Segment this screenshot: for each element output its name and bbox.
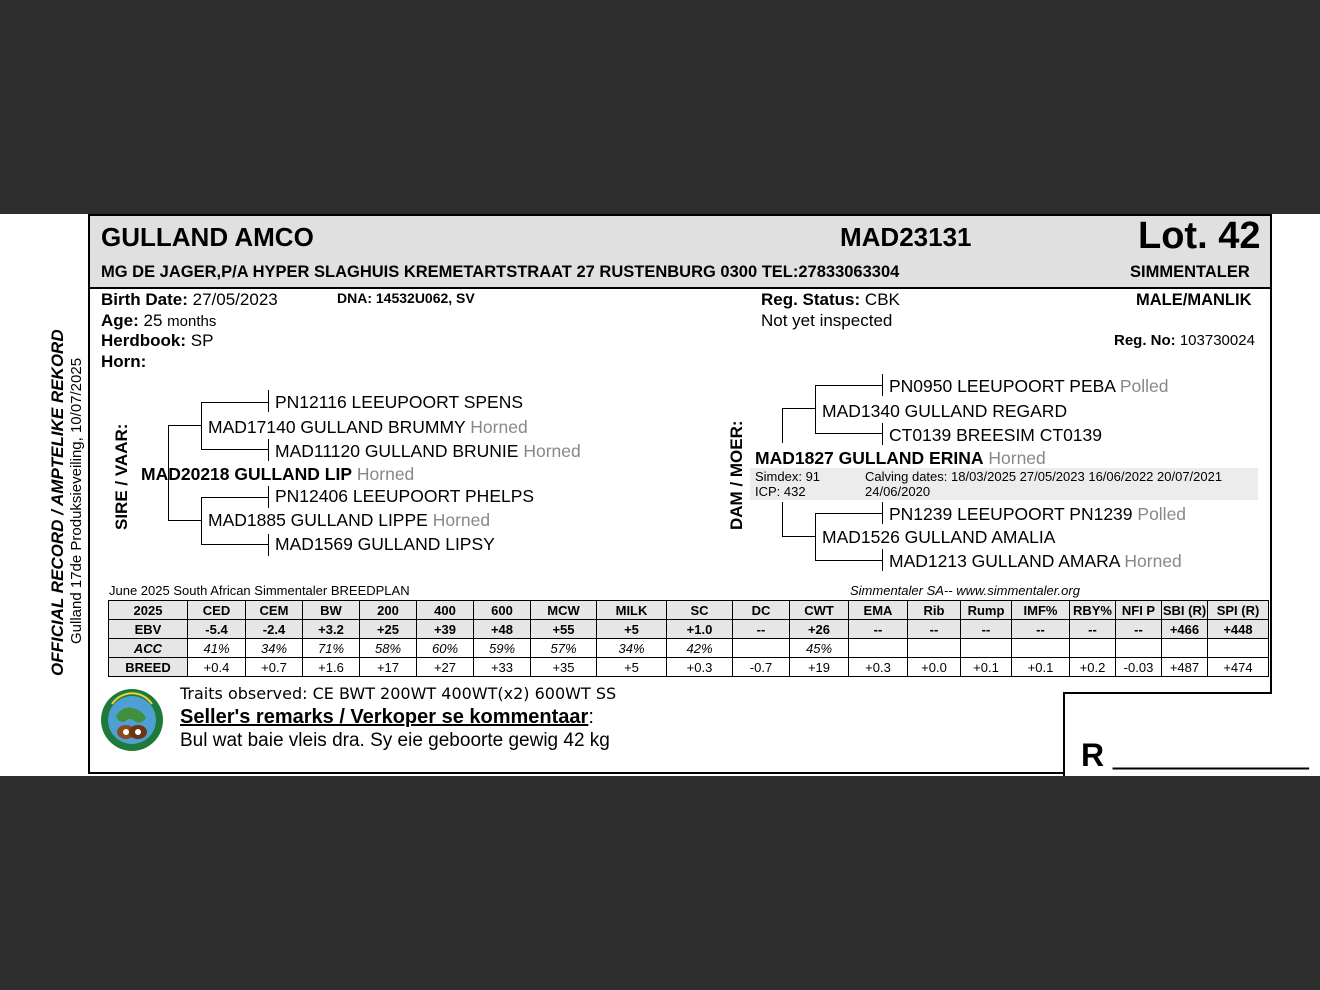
age-unit: months [167, 313, 217, 330]
official-record-label: OFFICIAL RECORD / AMPTELIKE REKORD [48, 329, 67, 676]
remarks-title [180, 706, 594, 729]
reg-no [1114, 332, 1255, 349]
reg-no-value: 103730024 [1179, 332, 1255, 349]
pedigree-name: MAD1569 GULLAND LIPSY [275, 534, 495, 554]
ebv-cell: CEM [246, 601, 303, 620]
ebv-cell: -- [908, 620, 961, 639]
dam-dam-sire [889, 504, 1186, 525]
ebv-cell [1070, 639, 1116, 658]
sire-sire [208, 417, 528, 438]
herdbook-value: SP [190, 331, 214, 350]
ebv-cell: -- [961, 620, 1012, 639]
lot-card-page [0, 214, 1320, 776]
dam-line [782, 536, 816, 537]
ebv-cell: Rump [961, 601, 1012, 620]
lot-number: Lot. 42 [1138, 215, 1261, 257]
ebv-cell: 58% [360, 639, 417, 658]
horn-status: Horned [988, 448, 1046, 468]
breedplan-caption: June 2025 South African Simmentaler BREEDPLAN [109, 583, 410, 598]
ebv-cell: 34% [597, 639, 667, 658]
ebv-cell: SBI (R) [1162, 602, 1207, 618]
pedigree-name: MAD1885 GULLAND LIPPE [208, 510, 428, 530]
breed-name: SIMMENTALER [1130, 263, 1250, 281]
ebv-cell: -- [1070, 620, 1116, 639]
dam-line [815, 513, 883, 514]
ebv-cell: +474 [1208, 658, 1269, 677]
ebv-cell [733, 639, 790, 658]
ebv-cell: RBY% [1070, 601, 1116, 620]
sire [141, 464, 414, 485]
icp: ICP: 432 [755, 484, 806, 499]
dam-name: MAD1827 GULLAND ERINA [755, 448, 984, 468]
traits-observed: Traits observed: CE BWT 200WT 400WT(x2) 600WT SS [180, 684, 617, 703]
ebv-cell: 71% [303, 639, 360, 658]
remarks-colon: : [588, 706, 594, 728]
ebv-cell [908, 639, 961, 658]
ebv-cell: +0.4 [188, 658, 246, 677]
ebv-row-label: BREED [109, 658, 188, 677]
owner-address: MG DE JAGER,P/A HYPER SLAGHUIS KREMETARTSTRAAT 27 RUSTENBURG 0300 TEL:27833063304 [101, 263, 900, 281]
ebv-cell: +26 [790, 620, 849, 639]
sire-line [268, 534, 269, 556]
horn-status: Horned [1124, 551, 1182, 571]
pedigree-name: PN0950 LEEUPOORT PEBA [889, 376, 1115, 396]
ebv-cell: MILK [597, 601, 667, 620]
ebv-cell: +25 [360, 620, 417, 639]
ebv-cell: +17 [360, 658, 417, 677]
dam-line [815, 385, 816, 433]
simdex: Simdex: 91 [755, 469, 821, 484]
dam-sire [822, 401, 1067, 422]
horn-status: Polled [1137, 504, 1187, 524]
horn-status: Horned [523, 441, 581, 461]
sire-line [268, 439, 269, 461]
sire-line [201, 449, 269, 450]
sire-dam-dam [275, 534, 495, 555]
dna-info: DNA: 14532U062, SV [337, 290, 475, 306]
pedigree-name: MAD1340 GULLAND REGARD [822, 401, 1068, 421]
sire-line [168, 520, 202, 521]
reg-status [761, 290, 900, 310]
herdbook [101, 331, 213, 351]
ebv-cell: +48 [474, 620, 531, 639]
sire-label: SIRE / VAAR: [112, 423, 131, 530]
ebv-cell: 57% [531, 639, 597, 658]
dam-line [782, 408, 816, 409]
dam-dam-dam [889, 551, 1182, 572]
sire-line [268, 486, 269, 508]
dam-line [882, 549, 883, 571]
ebv-breed-average-row [109, 658, 1269, 677]
breedplan-website: Simmentaler SA-- www.simmentaler.org [850, 583, 1080, 598]
horn-status: Horned [470, 417, 528, 437]
ebv-cell [1208, 639, 1269, 658]
ebv-cell: 60% [417, 639, 474, 658]
ebv-cell: -0.03 [1116, 658, 1162, 677]
pedigree-name: PN12116 LEEUPOORT SPENS [275, 392, 524, 412]
pedigree-name: MAD1526 GULLAND AMALIA [822, 527, 1056, 547]
ebv-cell: -- [733, 620, 790, 639]
ebv-cell: 600 [474, 601, 531, 620]
ebv-cell: CWT [790, 601, 849, 620]
animal-id: MAD23131 [840, 222, 972, 252]
horn-status: Horned [356, 464, 415, 484]
ebv-cell: IMF% [1012, 601, 1070, 620]
sire-line [201, 544, 269, 545]
sire-line [201, 497, 202, 544]
ebv-cell: -2.4 [246, 620, 303, 639]
ebv-cell: +0.1 [1012, 658, 1070, 677]
ebv-cell: +466 [1162, 620, 1208, 639]
ebv-cell [1116, 639, 1162, 658]
ebv-row-label: 2025 [109, 601, 188, 620]
dam-label: DAM / MOER: [727, 420, 746, 530]
ebv-cell: +0.3 [667, 658, 733, 677]
ebv-cell: 42% [667, 639, 733, 658]
ebv-cell: +1.0 [667, 620, 733, 639]
dam-line [815, 385, 883, 386]
ebv-cell: +39 [417, 620, 474, 639]
ebv-cell: +3.2 [303, 620, 360, 639]
ebv-cell: +5 [597, 658, 667, 677]
birth-date-label: Birth Date: [101, 290, 188, 309]
dam-line [782, 502, 783, 537]
dam-sire-sire [889, 376, 1169, 397]
dam-line [815, 560, 883, 561]
remarks-title-text: Seller's remarks / Verkoper se kommentaar [180, 706, 589, 728]
ebv-cell [849, 639, 908, 658]
dam-line [815, 433, 883, 434]
sire-sire-dam [275, 441, 581, 462]
ebv-cell: DC [733, 601, 790, 620]
ebv-table [108, 600, 1269, 677]
sire-dam-sire [275, 486, 534, 507]
horn-status: Horned [432, 510, 491, 530]
ebv-cell: NFI P [1116, 601, 1162, 620]
ebv-cell: -- [1012, 620, 1070, 639]
signature-box[interactable] [1063, 692, 1309, 776]
ebv-cell: -5.4 [188, 620, 246, 639]
ebv-row-label: ACC [109, 639, 188, 658]
age-label: Age: [101, 311, 139, 330]
animal-name: GULLAND AMCO [101, 222, 314, 252]
horn-label: Horn: [101, 352, 147, 371]
ebv-cell: Rib [908, 601, 961, 620]
ebv-cell: +33 [474, 658, 531, 677]
ebv-cell: 45% [790, 639, 849, 658]
ebv-cell [1012, 639, 1070, 658]
ebv-cell: +19 [790, 658, 849, 677]
sire-dam [208, 510, 490, 531]
dam-line [815, 513, 816, 561]
ebv-cell: +1.6 [303, 658, 360, 677]
ebv-cell [961, 639, 1012, 658]
ebv-cell: +448 [1208, 620, 1269, 639]
ebv-cell: +0.2 [1070, 658, 1116, 677]
sire-line [201, 497, 269, 498]
reg-status-value: CBK [864, 290, 900, 309]
ebv-cell: SPI (R) [1208, 601, 1269, 620]
ebv-accuracy-row [109, 639, 1269, 658]
birth-date [101, 290, 278, 310]
dam-line [882, 374, 883, 396]
ebv-cell: CED [188, 601, 246, 620]
ebv-cell: +0.7 [246, 658, 303, 677]
calving-dates: Calving dates: 18/03/2025 27/05/2023 16/06/2022 20/07/2021 [865, 469, 1223, 484]
sire-line [268, 390, 269, 412]
age [101, 311, 216, 331]
sire-line [201, 402, 269, 403]
ebv-cell: 59% [474, 639, 531, 658]
pedigree-name: MAD11120 GULLAND BRUNIE [275, 441, 519, 461]
ebv-cell: +0.1 [961, 658, 1012, 677]
pedigree-name: PN1239 LEEUPOORT PN1239 [889, 504, 1133, 524]
ebv-cell: 200 [360, 601, 417, 620]
ebv-cell: -- [849, 620, 908, 639]
sire-line [168, 425, 202, 426]
dam-line [782, 408, 783, 443]
ebv-cell: +0.3 [849, 658, 908, 677]
ebv-cell: 34% [246, 639, 303, 658]
sire-line [201, 402, 202, 449]
ebv-cell: +5 [597, 620, 667, 639]
remarks-text: Bul wat baie vleis dra. Sy eie geboorte gewig 42 kg [180, 730, 610, 751]
ebv-cell: +0.0 [908, 658, 961, 677]
pedigree-name: MAD17140 GULLAND BRUMMY [208, 417, 466, 437]
ebv-cell: +35 [531, 658, 597, 677]
reg-status-label: Reg. Status: [761, 290, 861, 309]
ebv-cell: 400 [417, 601, 474, 620]
sire-name: MAD20218 GULLAND LIP [141, 464, 353, 484]
ebv-cell: MCW [531, 601, 597, 620]
ebv-cell: BW [303, 601, 360, 620]
dam-dam [822, 527, 1055, 548]
ebv-cell: -- [1116, 620, 1162, 639]
pedigree-name: PN12406 LEEUPOORT PHELPS [275, 486, 535, 506]
birth-date-value: 27/05/2023 [192, 290, 278, 309]
age-value: 25 [143, 311, 163, 330]
ebv-cell: -0.7 [733, 658, 790, 677]
horn-status: Polled [1119, 376, 1169, 396]
ebv-cell: 41% [188, 639, 246, 658]
pedigree-name: CT0139 BREESIM CT0139 [889, 425, 1103, 445]
simmentaler-logo [100, 688, 164, 752]
dam-performance-box [750, 468, 1258, 500]
dam-sire-dam [889, 425, 1102, 446]
signature-label: R [1081, 737, 1105, 773]
sire-sire-sire [275, 392, 523, 413]
dam [755, 448, 1046, 469]
ebv-cell: SC [667, 601, 733, 620]
ebv-cell: +55 [531, 620, 597, 639]
ebv-cell: +487 [1162, 658, 1208, 677]
ebv-row-label: EBV [109, 620, 188, 639]
herdbook-label: Herdbook: [101, 331, 186, 350]
reg-no-label: Reg. No: [1114, 332, 1176, 349]
sex: MALE/MANLIK [1136, 291, 1252, 309]
sale-name: Gulland 17de Produksieveiling, 10/07/2025 [68, 357, 85, 644]
ebv-cell [1162, 639, 1208, 658]
inspection-status: Not yet inspected [761, 311, 893, 330]
calving-dates-cont: 24/06/2020 [865, 484, 931, 499]
pedigree-name: MAD1213 GULLAND AMARA [889, 551, 1120, 571]
dam-line [882, 423, 883, 445]
ebv-values-row [109, 620, 1269, 639]
ebv-cell: +27 [417, 658, 474, 677]
signature-line: ___________ [1113, 734, 1309, 770]
dam-line [882, 502, 883, 524]
ebv-cell: EMA [849, 601, 908, 620]
ebv-header-row [109, 601, 1269, 620]
